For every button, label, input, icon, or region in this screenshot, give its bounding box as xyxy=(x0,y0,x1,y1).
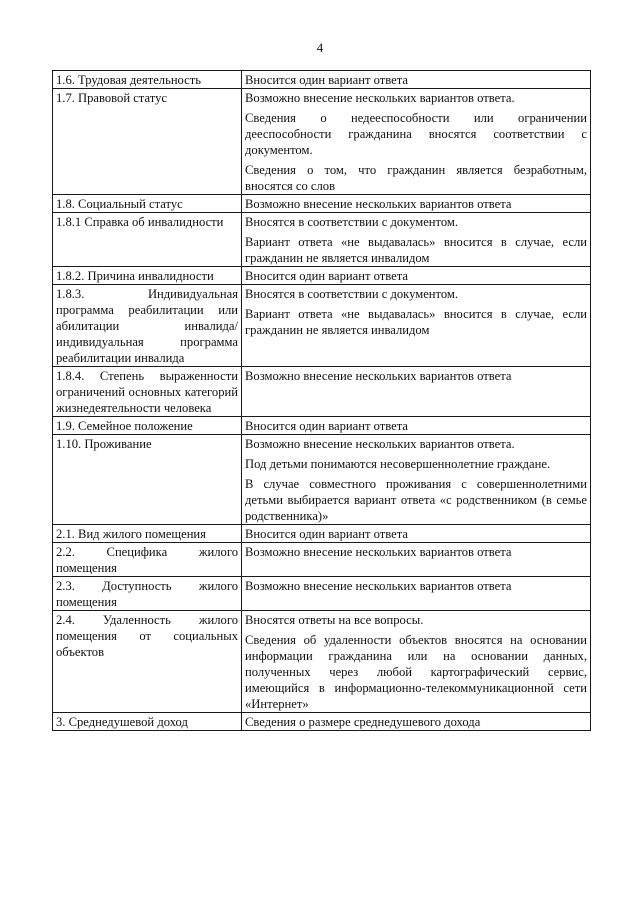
row-label: 2.3. Доступность жилого помещения xyxy=(53,577,242,611)
table-row xyxy=(53,577,591,611)
row-instructions: Возможно внесение нескольких вариантов ответа xyxy=(242,195,591,213)
row-instructions: Вносится один вариант ответа xyxy=(242,267,591,285)
table-row xyxy=(53,417,591,435)
table-row xyxy=(53,195,591,213)
row-instructions: Сведения о размере среднедушевого дохода xyxy=(242,713,591,731)
row-label: 2.2. Специфика жилого помещения xyxy=(53,543,242,577)
table-row xyxy=(53,267,591,285)
row-instructions: Вносятся в соответствии с документом. Вариант ответа «не выдавалась» вносится в случае, если гражданин не является инвалидом xyxy=(242,213,591,267)
row-instructions: Возможно внесение нескольких вариантов ответа xyxy=(242,577,591,611)
instructions-table xyxy=(52,70,591,731)
row-instructions: Возможно внесение нескольких вариантов ответа xyxy=(242,367,591,417)
row-label: 3. Среднедушевой доход xyxy=(53,713,242,731)
row-label: 1.8.1 Справка об инвалидности xyxy=(53,213,242,267)
table-row xyxy=(53,713,591,731)
row-label: 2.4. Удаленность жилого помещения от социальных объектов xyxy=(53,611,242,713)
row-instructions: Вносится один вариант ответа xyxy=(242,525,591,543)
row-instructions: Вносится один вариант ответа xyxy=(242,71,591,89)
row-instructions: Вносятся в соответствии с документом. Вариант ответа «не выдавалась» вносится в случае, если гражданин не является инвалидом xyxy=(242,285,591,367)
row-label: 1.8. Социальный статус xyxy=(53,195,242,213)
row-instructions: Вносятся ответы на все вопросы. Сведения об удаленности объектов вносятся на основании информации гражданина или на основании данных, полученных через любой картографический сервис, имеющийся в информационно-телекоммуникационной сети «Интернет» xyxy=(242,611,591,713)
row-instructions: Возможно внесение нескольких вариантов ответа. Под детьми понимаются несовершеннолетние граждане. В случае совместного проживания с совершеннолетними детьми выбирается вариант ответа «с родственником (в семье родственника)» xyxy=(242,435,591,525)
row-label: 1.9. Семейное положение xyxy=(53,417,242,435)
row-label: 1.8.2. Причина инвалидности xyxy=(53,267,242,285)
table-row xyxy=(53,89,591,195)
table-row xyxy=(53,213,591,267)
table-row xyxy=(53,435,591,525)
page-number: 4 xyxy=(316,40,324,55)
table-row xyxy=(53,525,591,543)
row-label: 1.6. Трудовая деятельность xyxy=(53,71,242,89)
row-instructions: Вносится один вариант ответа xyxy=(242,417,591,435)
row-label: 1.10. Проживание xyxy=(53,435,242,525)
table-row xyxy=(53,543,591,577)
table-row xyxy=(53,71,591,89)
table-row xyxy=(53,367,591,417)
row-instructions: Возможно внесение нескольких вариантов ответа. Сведения о недееспособности или ограничении дееспособности гражданина вносятся соответствии с документом. Сведения о том, что гражданин является безработным, вносятся со слов xyxy=(242,89,591,195)
row-label: 2.1. Вид жилого помещения xyxy=(53,525,242,543)
row-instructions: Возможно внесение нескольких вариантов ответа xyxy=(242,543,591,577)
table-row xyxy=(53,285,591,367)
table-row xyxy=(53,611,591,713)
row-label: 1.8.3. Индивидуальная программа реабилитации или абилитации инвалида/индивидуальная программа реабилитации инвалида xyxy=(53,285,242,367)
row-label: 1.8.4. Степень выраженности ограничений основных категорий жизнедеятельности человека xyxy=(53,367,242,417)
row-label: 1.7. Правовой статус xyxy=(53,89,242,195)
